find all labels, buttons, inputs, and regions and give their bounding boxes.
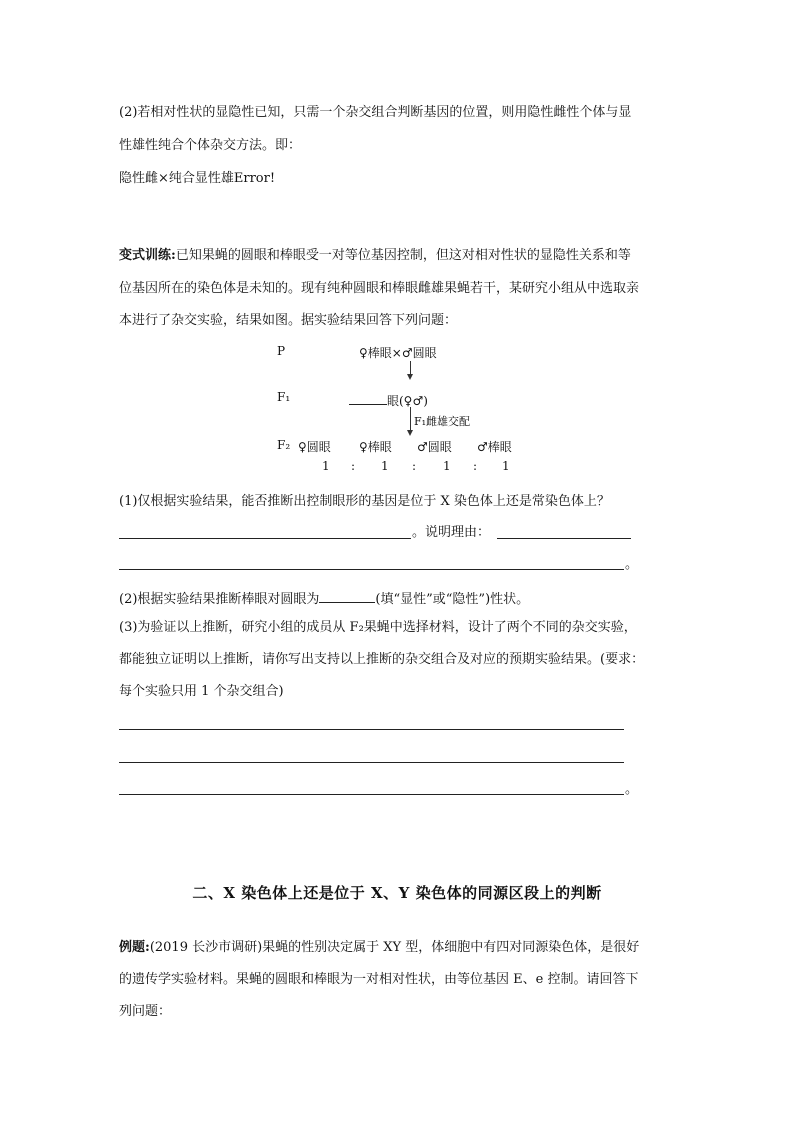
ratio-sep: : — [412, 459, 417, 473]
f1-text: 眼(♀♂) — [387, 394, 428, 408]
text-line: (2)若相对性状的显隐性已知，只需一个杂交组合判断基因的位置，则用隐性雌性个体与显 — [119, 105, 632, 120]
arrowhead-icon — [407, 374, 413, 380]
text-line: 列问题： — [119, 1004, 172, 1019]
reason-label: 。说明理由： — [412, 525, 491, 540]
exercise-text: 已知果蝇的圆眼和棒眼受一对等位基因控制，但这对相对性状的显隐性关系和等 — [175, 248, 631, 263]
ratio-sep: : — [473, 459, 478, 473]
answer-blank[interactable] — [119, 569, 624, 570]
f2-phenotype: ♀圆眼 — [298, 440, 331, 454]
answer-blank[interactable] — [119, 729, 624, 730]
text-line: 位基因所在的染色体是未知的。现有纯种圆眼和棒眼雌雄果蝇若干，某研究小组从中选取亲 — [119, 281, 640, 296]
answer-blank[interactable] — [497, 538, 631, 539]
answer-blank[interactable] — [319, 588, 375, 603]
question-2-pre: (2)根据实验结果推断棒眼对圆眼为 — [119, 592, 320, 607]
p-cross: ♀棒眼×♂圆眼 — [359, 346, 437, 360]
question-1: (1)仅根据实验结果，能否推断出控制眼形的基因是位于 X 染色体上还是常染色体上？ — [119, 494, 610, 509]
arrow-f1-f2 — [410, 407, 411, 431]
answer-blank[interactable] — [119, 538, 411, 539]
example-intro — [119, 939, 639, 957]
exercise-intro — [119, 247, 631, 265]
f1-note: F₁雌雄交配 — [414, 415, 471, 428]
text-line: 本进行了杂交实验，结果如图。据实验结果回答下列问题： — [119, 313, 458, 328]
question-3-line: 都能独立证明以上推断，请你写出支持以上推断的杂交组合及对应的预期实验结果。(要求： — [119, 652, 645, 667]
question-3-line: (3)为验证以上推断，研究小组的成员从 F₂果蝇中选择材料，设计了两个不同的杂交实验， — [119, 620, 637, 635]
f1-blank[interactable] — [349, 390, 387, 405]
example-label: 例题: — [119, 940, 150, 955]
question-3-line: 每个实验只用 1 个杂交组合) — [119, 684, 284, 699]
text-line: 的遗传学实验材料。果蝇的圆眼和棒眼为一对相对性状，由等位基因 E、e 控制。请回答下 — [119, 972, 639, 987]
text-line: 隐性雌×纯合显性雄Error! — [119, 171, 276, 186]
text-line: 性雄性纯合个体杂交方法。即： — [119, 138, 302, 153]
period: 。 — [625, 782, 639, 797]
f2-phenotype: ♂棒眼 — [477, 440, 512, 454]
question-2-post: (填“显性”或“隐性”)性状。 — [375, 592, 530, 607]
f2-label: F₂ — [277, 438, 291, 452]
ratio-value: 1 — [381, 459, 389, 473]
f2-phenotype: ♀棒眼 — [359, 440, 392, 454]
example-text: (2019 长沙市调研)果蝇的性别决定属于 XY 型，体细胞中有四对同源染色体，是很好 — [149, 940, 640, 955]
section-heading: 二、X 染色体上还是位于 X、Y 染色体的同源区段上的判断 — [192, 884, 602, 902]
ratio-value: 1 — [443, 459, 451, 473]
ratio-value: 1 — [502, 459, 510, 473]
f1-label: F₁ — [277, 390, 291, 404]
f1-row — [349, 390, 428, 409]
question-2 — [119, 588, 529, 609]
p-label: P — [277, 344, 286, 358]
f2-phenotype: ♂圆眼 — [417, 440, 452, 454]
arrowhead-icon — [407, 430, 413, 436]
answer-blank[interactable] — [119, 762, 624, 763]
answer-blank[interactable] — [119, 794, 624, 795]
ratio-value: 1 — [322, 459, 330, 473]
period: 。 — [625, 557, 639, 572]
exercise-label: 变式训练: — [119, 248, 176, 263]
ratio-sep: : — [351, 459, 356, 473]
arrow-p-f1 — [410, 361, 411, 375]
